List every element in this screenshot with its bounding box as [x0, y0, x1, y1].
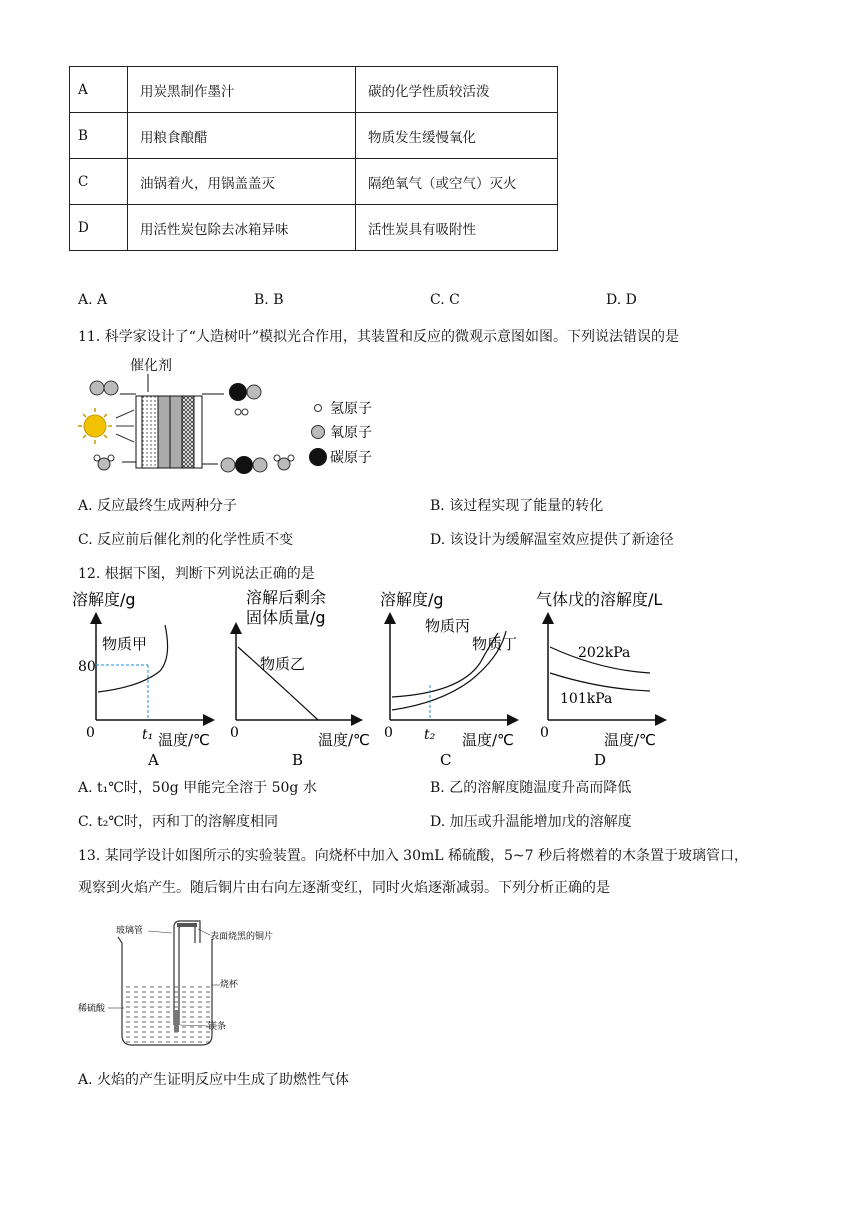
row-letter: A [70, 67, 128, 113]
artificial-leaf-diagram [78, 352, 418, 487]
legend-oxygen: 氧原子 [330, 425, 372, 441]
label-copper: 表面烧黑的铜片 [210, 932, 274, 942]
origin-c: 0 [384, 725, 393, 741]
q12-option-b: B. 乙的溶解度随温度升高而降低 [430, 780, 632, 796]
panel-a: A [148, 751, 159, 769]
row-explanation: 活性炭具有吸附性 [356, 205, 558, 251]
magnesium-strip [174, 1010, 179, 1032]
curve-label-202kpa: 202kPa [578, 645, 631, 661]
chart-d [536, 590, 664, 769]
chart-b [230, 588, 370, 769]
row-explanation: 物质发生缓慢氧化 [356, 113, 558, 159]
row-letter: B [70, 113, 128, 159]
q10-option-d: D. D [606, 292, 637, 308]
chart-c [380, 590, 517, 769]
q12-stem: 12. 根据下图，判断下列说法正确的是 [78, 566, 315, 582]
q13-option-a: A. 火焰的产生证明反应中生成了助燃性气体 [78, 1072, 350, 1088]
panel-d: D [594, 751, 607, 769]
legend-hydrogen: 氢原子 [330, 401, 372, 417]
q11-option-d: D. 该设计为缓解温室效应提供了新途径 [430, 532, 674, 548]
curve-label-101kpa: 101kPa [560, 691, 613, 707]
row-practice: 用炭黑制作墨汁 [128, 67, 356, 113]
chart-a-xlabel: 温度/℃ [158, 731, 210, 749]
q12-option-a: A. t₁℃时，50g 甲能完全溶于 50g 水 [78, 780, 317, 796]
co2-molecule-in [90, 381, 118, 395]
q11-option-c: C. 反应前后催化剂的化学性质不变 [78, 532, 294, 548]
table-row [70, 159, 558, 205]
o2-molecule-out [235, 409, 248, 415]
x-tick-t2: t₂ [424, 727, 436, 743]
curve-label-jia: 物质甲 [102, 635, 148, 653]
curve-label-ding: 物质丁 [472, 635, 518, 653]
table-row [70, 205, 558, 251]
row-explanation: 碳的化学性质较活泼 [356, 67, 558, 113]
label-dilute-acid: 稀硫酸 [78, 1004, 106, 1014]
table-row [70, 67, 558, 113]
q11-stem: 11. 科学家设计了“人造树叶”模拟光合作用，其装置和反应的微观示意图如图。下列说法错误的是 [78, 329, 680, 345]
chart-b-ylabel-1: 溶解后剩余 [246, 588, 327, 607]
chart-b-ylabel-2: 固体质量/g [246, 608, 326, 627]
legend-carbon: 碳原子 [330, 450, 372, 466]
catalyst-label: 催化剂 [130, 358, 172, 374]
q12-charts [60, 585, 670, 770]
curve-101kpa [550, 673, 650, 691]
chart-a [72, 590, 212, 769]
q10-option-b: B. B [254, 292, 284, 308]
label-beaker: 烧杯 [220, 980, 239, 990]
row-letter: C [70, 159, 128, 205]
co-molecule-out [229, 383, 261, 401]
curve-label-yi: 物质乙 [260, 655, 306, 673]
x-tick-t1: t₁ [142, 727, 154, 743]
label-glass-tube: 玻璃管 [116, 926, 144, 936]
water-molecule-in [94, 455, 114, 470]
chart-a-ylabel: 溶解度/g [72, 590, 136, 609]
water-molecule-out [274, 455, 294, 470]
row-explanation: 隔绝氧气（或空气）灭火 [356, 159, 558, 205]
label-magnesium: 镁条 [208, 1022, 227, 1032]
chart-b-xlabel: 温度/℃ [318, 731, 370, 749]
origin-d: 0 [540, 725, 549, 741]
q11-option-a: A. 反应最终生成两种分子 [78, 498, 238, 514]
q12-option-c: C. t₂℃时，丙和丁的溶解度相同 [78, 814, 279, 830]
origin-b: 0 [230, 725, 239, 741]
row-practice: 用活性炭包除去冰箱异味 [128, 205, 356, 251]
y-tick-80: 80 [78, 659, 96, 675]
panel-c: C [440, 751, 452, 769]
atom-legend [309, 401, 372, 466]
curve-label-bing: 物质丙 [425, 617, 471, 635]
table-row [70, 113, 558, 159]
beaker-apparatus-diagram [78, 915, 278, 1055]
q13-stem-line-1: 13. 某同学设计如图所示的实验装置。向烧杯中加入 30mL 稀硫酸，5~7 秒后将燃着的木条置于玻璃管口， [78, 848, 748, 864]
row-practice: 油锅着火，用锅盖盖灭 [128, 159, 356, 205]
chart-d-xlabel: 温度/℃ [604, 731, 656, 749]
question-10-table [69, 66, 558, 251]
q13-stem-line-2: 观察到火焰产生。随后铜片由右向左逐渐变红，同时火焰逐渐减弱。下列分析正确的是 [78, 880, 610, 896]
chart-c-xlabel: 温度/℃ [462, 731, 514, 749]
sun-icon [78, 408, 112, 444]
chart-c-ylabel: 溶解度/g [380, 590, 444, 609]
row-letter: D [70, 205, 128, 251]
co2-molecule-out [221, 456, 267, 474]
q11-option-b: B. 该过程实现了能量的转化 [430, 498, 604, 514]
chart-d-ylabel: 气体戊的溶解度/L [536, 590, 663, 609]
q12-option-d: D. 加压或升温能增加戊的溶解度 [430, 814, 632, 830]
row-practice: 用粮食酿醋 [128, 113, 356, 159]
panel-b: B [292, 751, 304, 769]
q10-option-a: A. A [78, 292, 108, 308]
q10-option-c: C. C [430, 292, 460, 308]
origin-a: 0 [86, 725, 95, 741]
